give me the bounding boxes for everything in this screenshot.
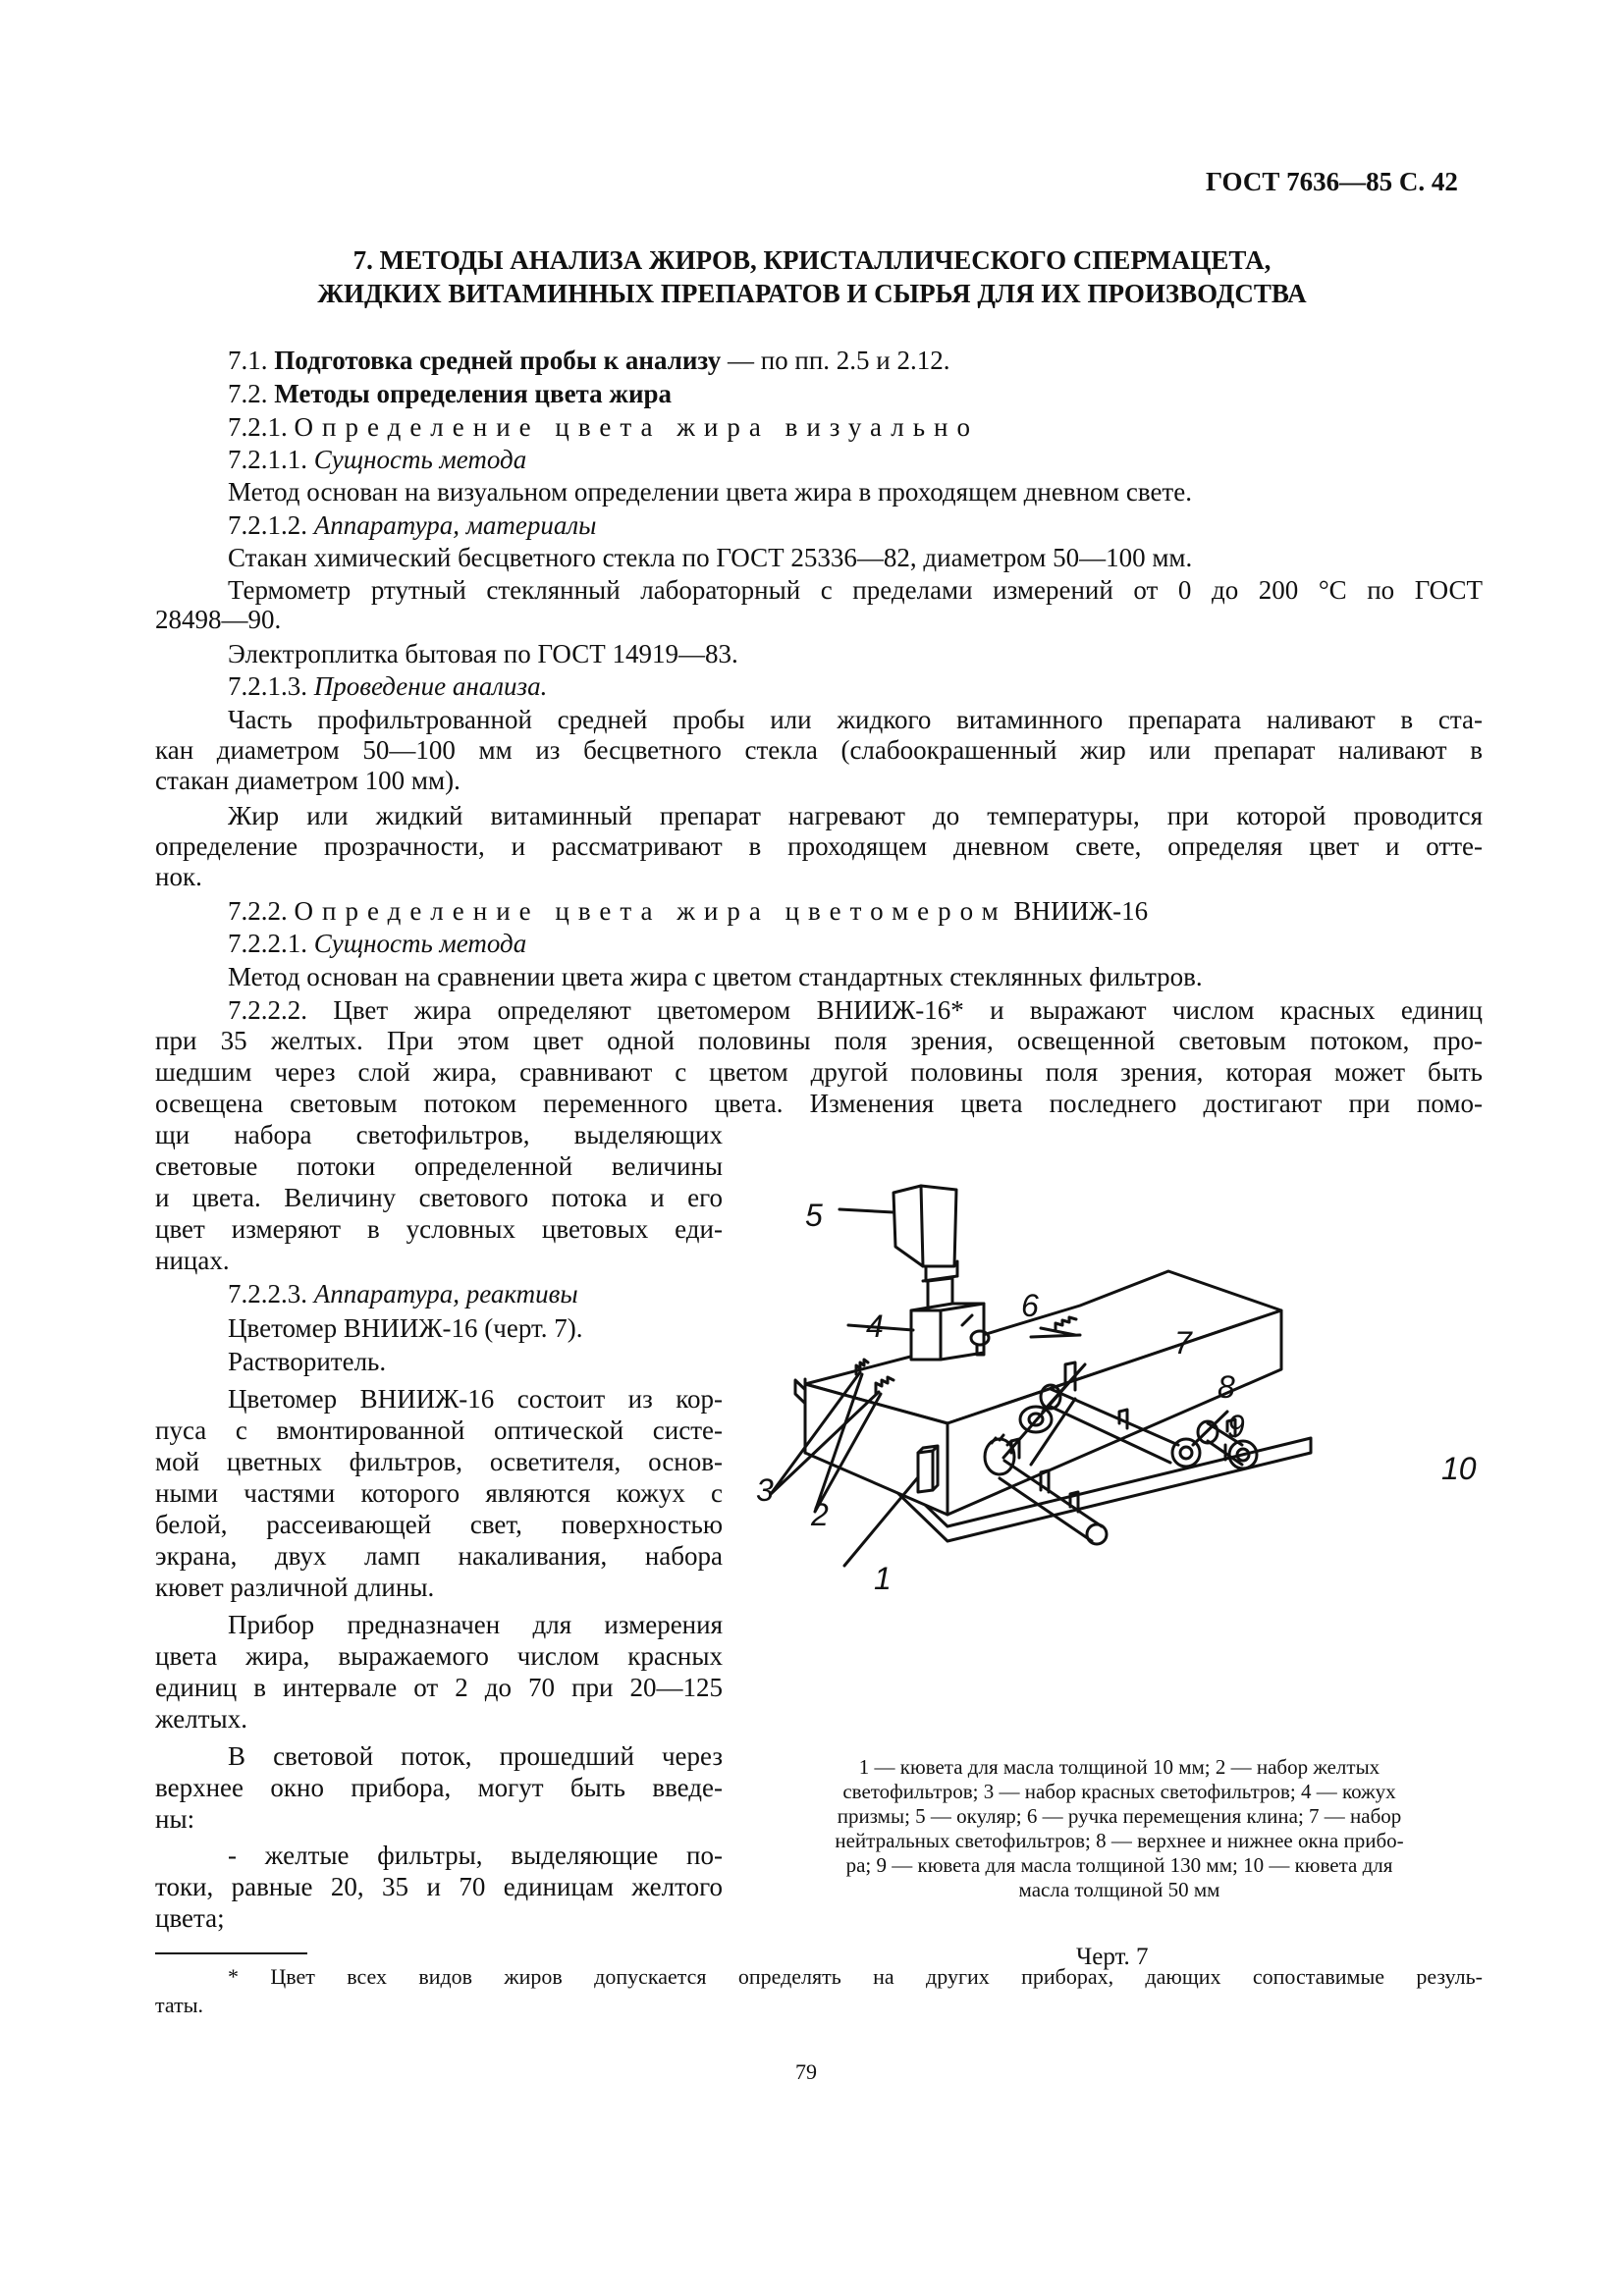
figure-label-5: 5	[805, 1198, 823, 1233]
para-7-2-2-3	[228, 1279, 578, 1309]
figure-label-9: 9	[1227, 1409, 1245, 1444]
text-colorimeter: Цветомер ВНИИЖ-16 (черт. 7).	[228, 1313, 583, 1343]
text-consists-5: белой, рассеивающей свет, поверхностью	[155, 1510, 723, 1539]
para-7-2-2-1-num: 7.2.2.1.	[228, 929, 307, 958]
text-consists-2: пуса с вмонтированной оптической систе-	[155, 1415, 723, 1445]
footnote-line-1: * Цвет всех видов жиров допускается определять на других приборах, дающих сопоставимые резуль-	[228, 1964, 1483, 1989]
text-7-2-2-2-line-1: 7.2.2.2. Цвет жира определяют цветомером ВНИИЖ-16* и выражают числом красных единиц	[228, 995, 1483, 1025]
para-7-2-heading: Методы определения цвета жира	[274, 379, 673, 408]
text-consists-7: кювет различной длины.	[155, 1573, 435, 1602]
figure-caption-6: масла толщиной 50 мм	[1018, 1878, 1220, 1901]
para-7-2-1	[228, 412, 979, 443]
para-7-2-1-3	[228, 671, 547, 702]
figure-label-3: 3	[756, 1472, 774, 1508]
section-title-line-2: ЖИДКИХ ВИТАМИННЫХ ПРЕПАРАТОВ И СЫРЬЯ ДЛЯ ИХ ПРОИЗВОДСТВА	[317, 279, 1307, 308]
text-flux-3: ны:	[155, 1804, 195, 1834]
text-method-2: Метод основан на сравнении цвета жира с цветом стандартных стеклянных фильтров.	[228, 962, 1203, 991]
para-7-2-1-2-heading: Аппаратура, материалы	[313, 510, 597, 540]
cuvette-holder	[918, 1451, 933, 1492]
figure-label-4: 4	[866, 1308, 884, 1344]
para-7-2-1-1-num: 7.2.1.1.	[228, 445, 307, 474]
para-7-1	[228, 346, 950, 376]
eyepiece	[893, 1186, 956, 1266]
text-solvent: Растворитель.	[228, 1347, 387, 1376]
text-consists-6: экрана, двух ламп накаливания, набора	[155, 1541, 723, 1571]
para-7-2-1-1-heading: Сущность метода	[313, 445, 527, 474]
para-7-2-1-3-num: 7.2.1.3.	[228, 671, 307, 701]
text-thermometer-1: Термометр ртутный стеклянный лабораторный с пределами измерений от 0 до 200 °С по ГОСТ	[228, 575, 1483, 605]
figure-label-2: 2	[811, 1497, 829, 1532]
text-stove: Электроплитка бытовая по ГОСТ 14919—83.	[228, 639, 738, 668]
page-number: 79	[795, 2059, 817, 2084]
section-title-line-1: 7. МЕТОДЫ АНАЛИЗА ЖИРОВ, КРИСТАЛЛИЧЕСКОГО СПЕРМАЦЕТА,	[352, 245, 1272, 275]
text-consists-4: ными частями которого являются кожух с	[155, 1478, 723, 1508]
figure-label-8: 8	[1218, 1369, 1235, 1405]
para-7-2-2	[228, 896, 1148, 927]
figure-label-10: 10	[1441, 1451, 1477, 1486]
col-text-1: щи набора светофильтров, выделяющих	[155, 1120, 723, 1149]
colorimeter-figure	[746, 1129, 1492, 1737]
figure-label: Черт. 7	[1076, 1944, 1149, 1970]
para-7-2-2-3-num: 7.2.2.3.	[228, 1279, 307, 1308]
para-7-2-2-device: ВНИИЖ-16	[1013, 896, 1149, 926]
text-yellow-2: токи, равные 20, 35 и 70 единицам желтого	[155, 1872, 723, 1901]
text-yellow-1: - желтые фильтры, выделяющие по-	[228, 1841, 723, 1870]
col-text-5: ницах.	[155, 1246, 230, 1275]
text-fat-3: нок.	[155, 862, 202, 891]
figure-caption-1: 1 — кювета для масла толщиной 10 мм; 2 — набор желтых	[858, 1755, 1380, 1779]
text-yellow-3: цвета;	[155, 1903, 225, 1933]
col-text-2: световые потоки определенной величины	[155, 1151, 723, 1181]
para-7-2-2-1	[228, 929, 526, 959]
figure-caption-5: ра; 9 — кювета для масла толщиной 130 мм; 10 — кювета для	[845, 1853, 1393, 1877]
figure-label-6: 6	[1021, 1288, 1039, 1323]
text-fat-1: Жир или жидкий витаминный препарат нагревают до температуры, при которой проводится	[228, 801, 1483, 830]
text-7-2-2-2-line-3: шедшим через слой жира, сравнивают с цветом другой половины поля зрения, которая может быть	[155, 1057, 1483, 1087]
para-7-1-rest: — по пп. 2.5 и 2.12.	[721, 346, 950, 375]
para-7-2	[228, 379, 672, 409]
text-fat-2: определение прозрачности, и рассматривают в проходящем дневном свете, определяя цвет и отте-	[155, 831, 1483, 861]
text-beaker: Стакан химический бесцветного стекла по ГОСТ 25336—82, диаметром 50—100 мм.	[228, 543, 1193, 572]
col-text-3: и цвета. Величину светового потока и его	[155, 1183, 723, 1212]
text-device-3: единиц в интервале от 2 до 70 при 20—125	[155, 1673, 723, 1702]
para-7-2-1-1	[228, 445, 526, 475]
text-consists-3: мой цветных фильтров, осветителя, основ-	[155, 1447, 723, 1476]
text-part-1: Часть профильтрованной средней пробы или жидкого витаминного препарата наливают в ста-	[228, 705, 1483, 734]
footnote-divider	[155, 1952, 307, 1954]
text-device-2: цвета жира, выражаемого числом красных	[155, 1641, 723, 1671]
figure-label-7: 7	[1174, 1325, 1192, 1361]
para-7-2-num: 7.2.	[228, 379, 268, 408]
text-flux-1: В световой поток, прошедший через	[228, 1741, 723, 1771]
text-part-3: стакан диаметром 100 мм).	[155, 766, 460, 795]
para-7-2-1-2-num: 7.2.1.2.	[228, 510, 307, 540]
footnote-line-2: таты.	[155, 1993, 203, 2017]
para-7-1-heading: Подготовка средней пробы к анализу	[274, 346, 722, 375]
text-7-2-2-2-line-4: освещена световым потоком переменного цвета. Изменения цвета последнего достигают при помо-	[155, 1089, 1483, 1118]
para-7-2-2-1-heading: Сущность метода	[313, 929, 527, 958]
figure-caption-4: нейтральных светофильтров; 8 — верхнее и нижнее окна прибо-	[835, 1829, 1404, 1852]
col-text-4: цвет измеряют в условных цветовых еди-	[155, 1214, 723, 1244]
para-7-2-2-num: 7.2.2.	[228, 896, 288, 926]
prism-housing	[911, 1304, 984, 1360]
page-header-ref: ГОСТ 7636—85 С. 42	[1206, 167, 1458, 196]
para-7-2-1-2	[228, 510, 596, 541]
text-device-1: Прибор предназначен для измерения	[228, 1610, 723, 1639]
text-thermometer-2: 28498—90.	[155, 605, 282, 634]
text-flux-2: верхнее окно прибора, могут быть введе-	[155, 1773, 723, 1802]
para-7-1-num: 7.1.	[228, 346, 268, 375]
para-7-2-2-3-heading: Аппаратура, реактивы	[313, 1279, 578, 1308]
text-consists-1: Цветомер ВНИИЖ-16 состоит из кор-	[228, 1384, 723, 1414]
para-7-2-1-heading: Определение цвета жира визуально	[294, 412, 980, 442]
figure-caption-3: призмы; 5 — окуляр; 6 — ручка перемещения клина; 7 — набор	[837, 1804, 1402, 1828]
para-7-2-1-num: 7.2.1.	[228, 412, 288, 442]
text-7-2-2-2-line-2: при 35 желтых. При этом цвет одной половины поля зрения, освещенной световым потоком, про-	[155, 1026, 1483, 1055]
figure-label-1: 1	[874, 1561, 892, 1596]
figure-caption-2: светофильтров; 3 — набор красных светофильтров; 4 — кожух	[842, 1780, 1396, 1803]
text-part-2: кан диаметром 50—100 мм из бесцветного стекла (слабоокрашенный жир или препарат наливают в	[155, 735, 1483, 765]
para-7-2-2-heading: Определение цвета жира цветомером	[294, 896, 1007, 926]
text-method-1: Метод основан на визуальном определении цвета жира в проходящем дневном свете.	[228, 477, 1192, 507]
text-device-4: желтых.	[155, 1704, 247, 1734]
para-7-2-1-3-heading: Проведение анализа.	[313, 671, 548, 701]
